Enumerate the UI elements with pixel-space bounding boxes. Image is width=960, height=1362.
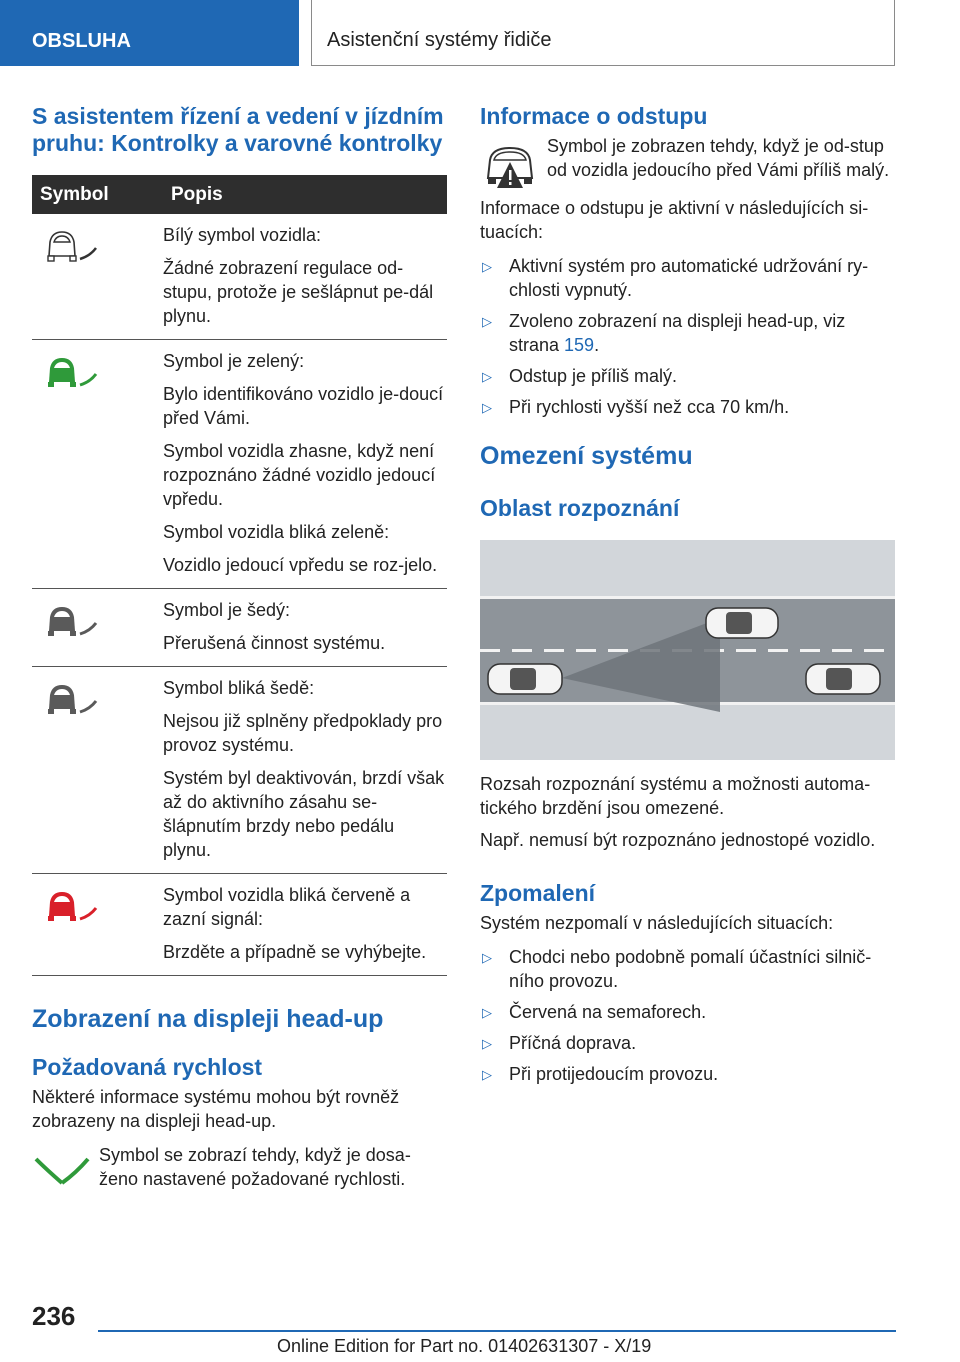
slowdown-bullet-list: [480, 945, 896, 1086]
gray-vehicle-icon: [42, 601, 102, 643]
bullet-marker-icon: ▷: [482, 950, 492, 965]
detection-range-illustration: [480, 540, 895, 760]
bullet-marker-icon: ▷: [482, 369, 492, 384]
description-cell: [163, 214, 447, 340]
table-row: [32, 589, 447, 667]
description-cell: [163, 589, 447, 667]
footer-divider: [98, 1330, 896, 1332]
description-line: Nejsou již splněny předpoklady pro provoz systému.: [163, 711, 443, 755]
bullet-marker-icon: ▷: [482, 314, 492, 329]
red-vehicle-icon: [42, 886, 102, 928]
section-heading-limits: Omezení systému: [480, 442, 693, 470]
table-header-row: [32, 175, 447, 214]
list-item: [480, 395, 896, 419]
vehicle-ahead-icon: [706, 608, 778, 638]
green-vehicle-icon: [42, 352, 102, 394]
distance-warning-icon: [482, 144, 538, 192]
page-number: 236: [32, 1301, 76, 1331]
detection-caption-2: Např. nemusí být rozpoznáno jednostopé vozidlo.: [480, 830, 876, 850]
subheading-slowdown: Zpomalení: [480, 880, 596, 906]
description-line: Brzděte a případně se vyhýbejte.: [163, 942, 427, 962]
subheading-desired-speed: Požadovaná rychlost: [32, 1054, 263, 1080]
hud-intro-text: Některé informace systému mohou být rovněž zobrazeny na displeji head-up.: [32, 1087, 400, 1131]
distance-icon-text: Symbol je zobrazen tehdy, když je od-stup od vozidla jedoucího před Vámi příliš malý.: [547, 136, 890, 180]
bullet-marker-icon: ▷: [482, 1036, 492, 1051]
vehicle-far-icon: [806, 664, 880, 694]
section-label: OBSLUHA: [0, 0, 299, 66]
list-item: [480, 1000, 896, 1024]
description-line: Vozidlo jedoucí vpředu se roz-jelo.: [163, 555, 438, 575]
description-line: Systém byl deaktivován, brzdí však až do aktivního zásahu se-šlápnutím brzdy nebo pedálu plynu.: [163, 768, 445, 860]
list-item-text: Odstup je příliš malý.: [509, 366, 678, 386]
white-vehicle-icon: [42, 226, 102, 268]
table-row: [32, 874, 447, 976]
distance-icon-row: [480, 134, 896, 182]
section-heading-hud: Zobrazení na displeji head-up: [32, 1005, 384, 1033]
description-cell: [163, 874, 447, 976]
list-item-text: Aktivní systém pro automatické udržování ry-chlosti vypnutý.: [509, 256, 869, 300]
description-line: Symbol vozidla bliká červeně a zazní signál:: [163, 885, 411, 929]
hud-icon-row: [32, 1143, 447, 1191]
list-item: [480, 1031, 896, 1055]
subheading-detection-range: Oblast rozpoznání: [480, 495, 680, 521]
distance-bullet-list: [480, 254, 896, 419]
description-line: Bylo identifikováno vozidlo je-doucí před Vámi.: [163, 384, 444, 428]
bullet-marker-icon: ▷: [482, 400, 492, 415]
description-cell: [163, 667, 447, 874]
symbol-cell: [32, 214, 163, 340]
bullet-marker-icon: ▷: [482, 1005, 492, 1020]
symbol-cell: [32, 589, 163, 667]
list-item-text: Při rychlosti vyšší než cca 70 km/h.: [509, 397, 790, 417]
list-item-text: Chodci nebo podobně pomalí účastníci silnič-ního provozu.: [509, 947, 872, 991]
list-item: [480, 254, 896, 302]
section-heading-distance: Informace o odstupu: [480, 103, 708, 129]
table-row: [32, 340, 447, 589]
symbol-cell: [32, 340, 163, 589]
description-line: Symbol vozidla bliká zeleně:: [163, 522, 390, 542]
list-item-text: Příčná doprava.: [509, 1033, 637, 1053]
page-reference-link[interactable]: 159: [564, 335, 595, 355]
description-line: Symbol je zelený:: [163, 351, 305, 371]
edition-text: Online Edition for Part no. 01402631307 - X/19: [277, 1336, 652, 1356]
list-item-text: Zvoleno zobrazení na displeji head-up, viz strana: [509, 311, 846, 355]
bullet-marker-icon: ▷: [482, 1067, 492, 1082]
column-header-description: Popis: [163, 175, 447, 214]
table-row: [32, 667, 447, 874]
list-item-text: Při protijedoucím provozu.: [509, 1064, 719, 1084]
section-heading-indicators: S asistentem řízení a vedení v jízdním pruhu: Kontrolky a varovné kontrolky: [32, 103, 444, 156]
description-line: Bílý symbol vozidla:: [163, 225, 322, 245]
table-row: [32, 214, 447, 340]
gray-vehicle-icon: [42, 679, 102, 721]
description-line: Žádné zobrazení regulace od-stupu, protože je sešlápnut pe-dál plynu.: [163, 258, 434, 326]
indicator-table: [32, 175, 447, 976]
description-line: Symbol vozidla zhasne, když není rozpoznáno žádné vozidlo jedoucí vpředu.: [163, 441, 436, 509]
list-item: [480, 364, 896, 388]
list-item-text: Červená na semaforech.: [509, 1002, 707, 1022]
slowdown-intro-text: Systém nezpomalí v následujících situacích:: [480, 913, 834, 933]
right-column: [480, 103, 896, 1093]
own-vehicle-icon: [488, 664, 562, 694]
page-header: [0, 0, 960, 66]
left-column: [32, 103, 447, 1191]
speed-arc-icon: [34, 1151, 94, 1191]
list-item: ▷ Zvoleno zobrazení na displeji head-up, viz strana 159.: [482, 311, 846, 355]
bullet-marker-icon: ▷: [482, 259, 492, 274]
list-item: [480, 945, 896, 993]
symbol-cell: [32, 667, 163, 874]
chapter-title: Asistenční systémy řidiče: [311, 0, 895, 66]
description-line: Symbol je šedý:: [163, 600, 291, 620]
distance-intro-text: Informace o odstupu je aktivní v následujících si-tuacích:: [480, 198, 869, 242]
description-line: Přerušená činnost systému.: [163, 633, 386, 653]
description-cell: [163, 340, 447, 589]
description-line: Symbol bliká šedě:: [163, 678, 315, 698]
symbol-cell: [32, 874, 163, 976]
list-item: [480, 1062, 896, 1086]
column-header-symbol: Symbol: [32, 175, 163, 214]
detection-caption-1: Rozsah rozpoznání systému a možnosti automa-tického brzdění jsou omezené.: [480, 774, 871, 818]
hud-icon-text: Symbol se zobrazí tehdy, když je dosa-ženo nastavené požadované rychlosti.: [99, 1145, 411, 1189]
